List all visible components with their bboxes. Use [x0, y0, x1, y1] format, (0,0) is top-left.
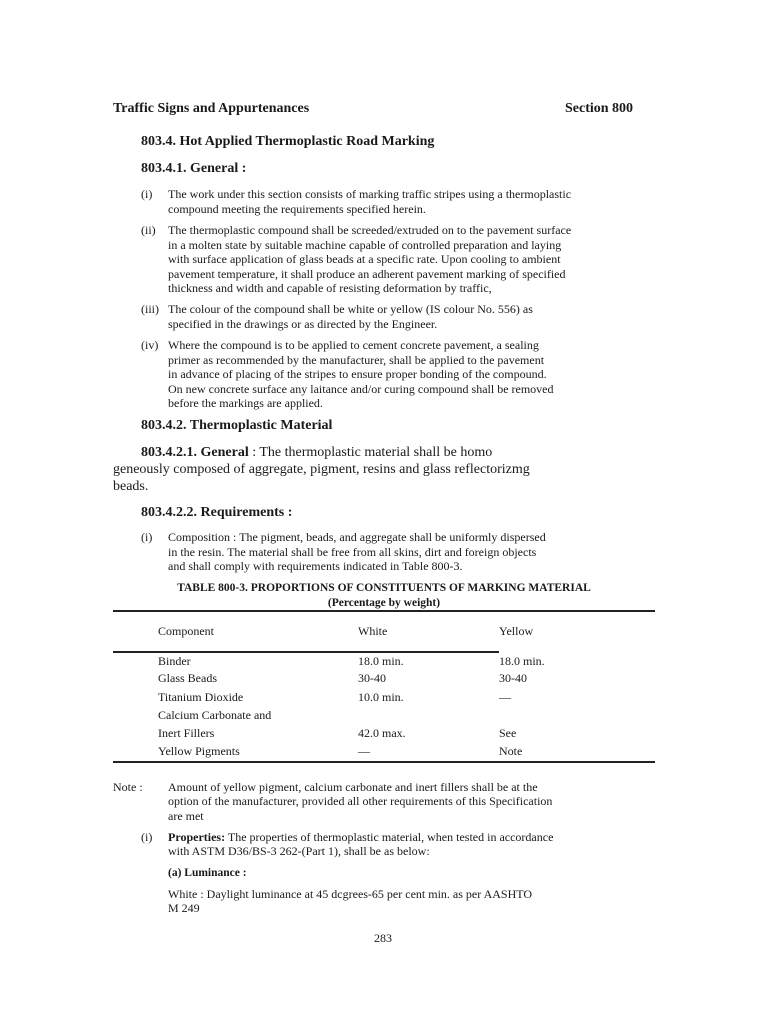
item-line: primer as recommended by the manufacturer, shall be applied to the pavement	[168, 352, 545, 367]
note-line: option of the manufacturer, provided all other requirements of this Specification	[168, 794, 553, 809]
table-cell: 42.0 max.	[358, 726, 406, 740]
table-cell: 30-40	[358, 671, 386, 685]
item-line: specified in the drawings or as directed by the Engineer.	[168, 316, 438, 331]
item-line: The colour of the compound shall be white or yellow (IS colour No. 556) as	[168, 302, 533, 316]
table-cell: Yellow Pigments	[158, 744, 240, 758]
note-text	[168, 780, 628, 823]
item-number: (i)	[141, 530, 153, 544]
item-line: Where the compound is to be applied to cement concrete pavement, a sealing	[168, 338, 539, 352]
item-line: with surface application of glass beads at a specific rate. Upon cooling to ambient	[168, 252, 561, 267]
general-heading: 803.4.1. General :	[141, 161, 247, 176]
table-header-cell: White	[358, 624, 388, 638]
item-number: (iv)	[141, 338, 159, 352]
item-line: On new concrete surface any laitance and/or curing compound shall be removed	[168, 381, 554, 396]
item-line: in the resin. The material shall be free from all skins, dirt and foreign objects	[168, 544, 537, 559]
table-cell: 18.0 min.	[358, 654, 404, 668]
table-bottom-rule	[113, 761, 655, 763]
table-cell: Titanium Dioxide	[158, 690, 244, 704]
table-cell: Glass Beads	[158, 671, 217, 685]
note-line: are met	[168, 808, 204, 823]
luminance-heading: (a) Luminance :	[168, 867, 247, 879]
table-cell: —	[499, 690, 511, 704]
luminance-text	[168, 887, 648, 916]
table-cell: Inert Fillers	[158, 726, 215, 740]
table-header-rule	[113, 651, 499, 653]
table-cell: 30-40	[499, 671, 527, 685]
table-header-cell: Component	[158, 624, 214, 638]
properties-line: The properties of thermoplastic material, when tested in accordance	[225, 830, 554, 844]
note-line: Amount of yellow pigment, calcium carbonate and inert fillers shall be at the	[168, 780, 538, 794]
table-top-rule	[113, 610, 655, 612]
properties-line: with ASTM D36/BS-3 262-(Part 1), shall be as below:	[168, 844, 430, 859]
requirements-heading: 803.4.2.2. Requirements :	[141, 505, 293, 520]
table-caption: TABLE 800-3. PROPORTIONS OF CONSTITUENTS OF MARKING MATERIAL	[177, 582, 591, 594]
material-heading: 803.4.2. Thermoplastic Material	[141, 418, 333, 433]
running-header-title: Traffic Signs and Appurtenances	[113, 101, 310, 116]
table-cell: See	[499, 726, 517, 740]
item-number: (ii)	[141, 223, 156, 237]
page-number: 283	[374, 931, 392, 945]
table-cell: Binder	[158, 654, 191, 668]
paragraph-line: geneously composed of aggregate, pigment, resins and glass reflectorizmg	[113, 462, 530, 477]
table-cell: 10.0 min.	[358, 690, 404, 704]
table-cell: Calcium Carbonate and	[158, 708, 272, 722]
note-label: Note :	[113, 780, 143, 794]
running-header-section: Section 800	[565, 101, 634, 116]
item-number: (iii)	[141, 302, 159, 316]
section-title: 803.4. Hot Applied Thermoplastic Road Marking	[141, 134, 435, 149]
luminance-line: M 249	[168, 901, 200, 916]
table-cell: Note	[499, 744, 523, 758]
luminance-line: White : Daylight luminance at 45 dcgrees-65 per cent min. as per AASHTO	[168, 887, 533, 901]
item-line: The thermoplastic compound shall be screeded/extruded on to the pavement surface	[168, 223, 572, 237]
item-line: in advance of placing of the stripes to ensure proper bonding of the compound.	[168, 367, 547, 382]
paragraph-line: beads.	[113, 479, 149, 494]
item-number: (i)	[141, 187, 153, 201]
item-line: before the markings are applied.	[168, 396, 323, 411]
table-subcaption: (Percentage by weight)	[327, 597, 441, 609]
item-line: compound meeting the requirements specified herein.	[168, 201, 426, 216]
item-line: and shall comply with requirements indicated in Table 800-3.	[168, 559, 463, 574]
properties-label: Properties:	[168, 830, 226, 844]
paragraph-line: : The thermoplastic material shall be homo	[248, 445, 493, 460]
table-header-cell: Yellow	[499, 624, 534, 638]
item-line: The work under this section consists of marking traffic stripes using a thermoplastic	[168, 187, 572, 201]
table-cell: —	[358, 744, 370, 758]
item-line: pavement temperature, it shall produce an adherent pavement marking of specified	[168, 266, 566, 281]
item-line: in a molten state by suitable machine capable of controlled preparation and laying	[168, 237, 562, 252]
item-line: Composition : The pigment, beads, and aggregate shall be uniformly dispersed	[168, 530, 546, 544]
general-paragraph-label: 803.4.2.1. General	[141, 445, 249, 460]
general-paragraph	[113, 444, 543, 495]
properties-text	[168, 830, 648, 859]
item-line: thickness and width and capable of resisting deformation by traffic,	[168, 281, 492, 296]
table-cell: 18.0 min.	[499, 654, 545, 668]
properties-number: (i)	[141, 830, 153, 844]
